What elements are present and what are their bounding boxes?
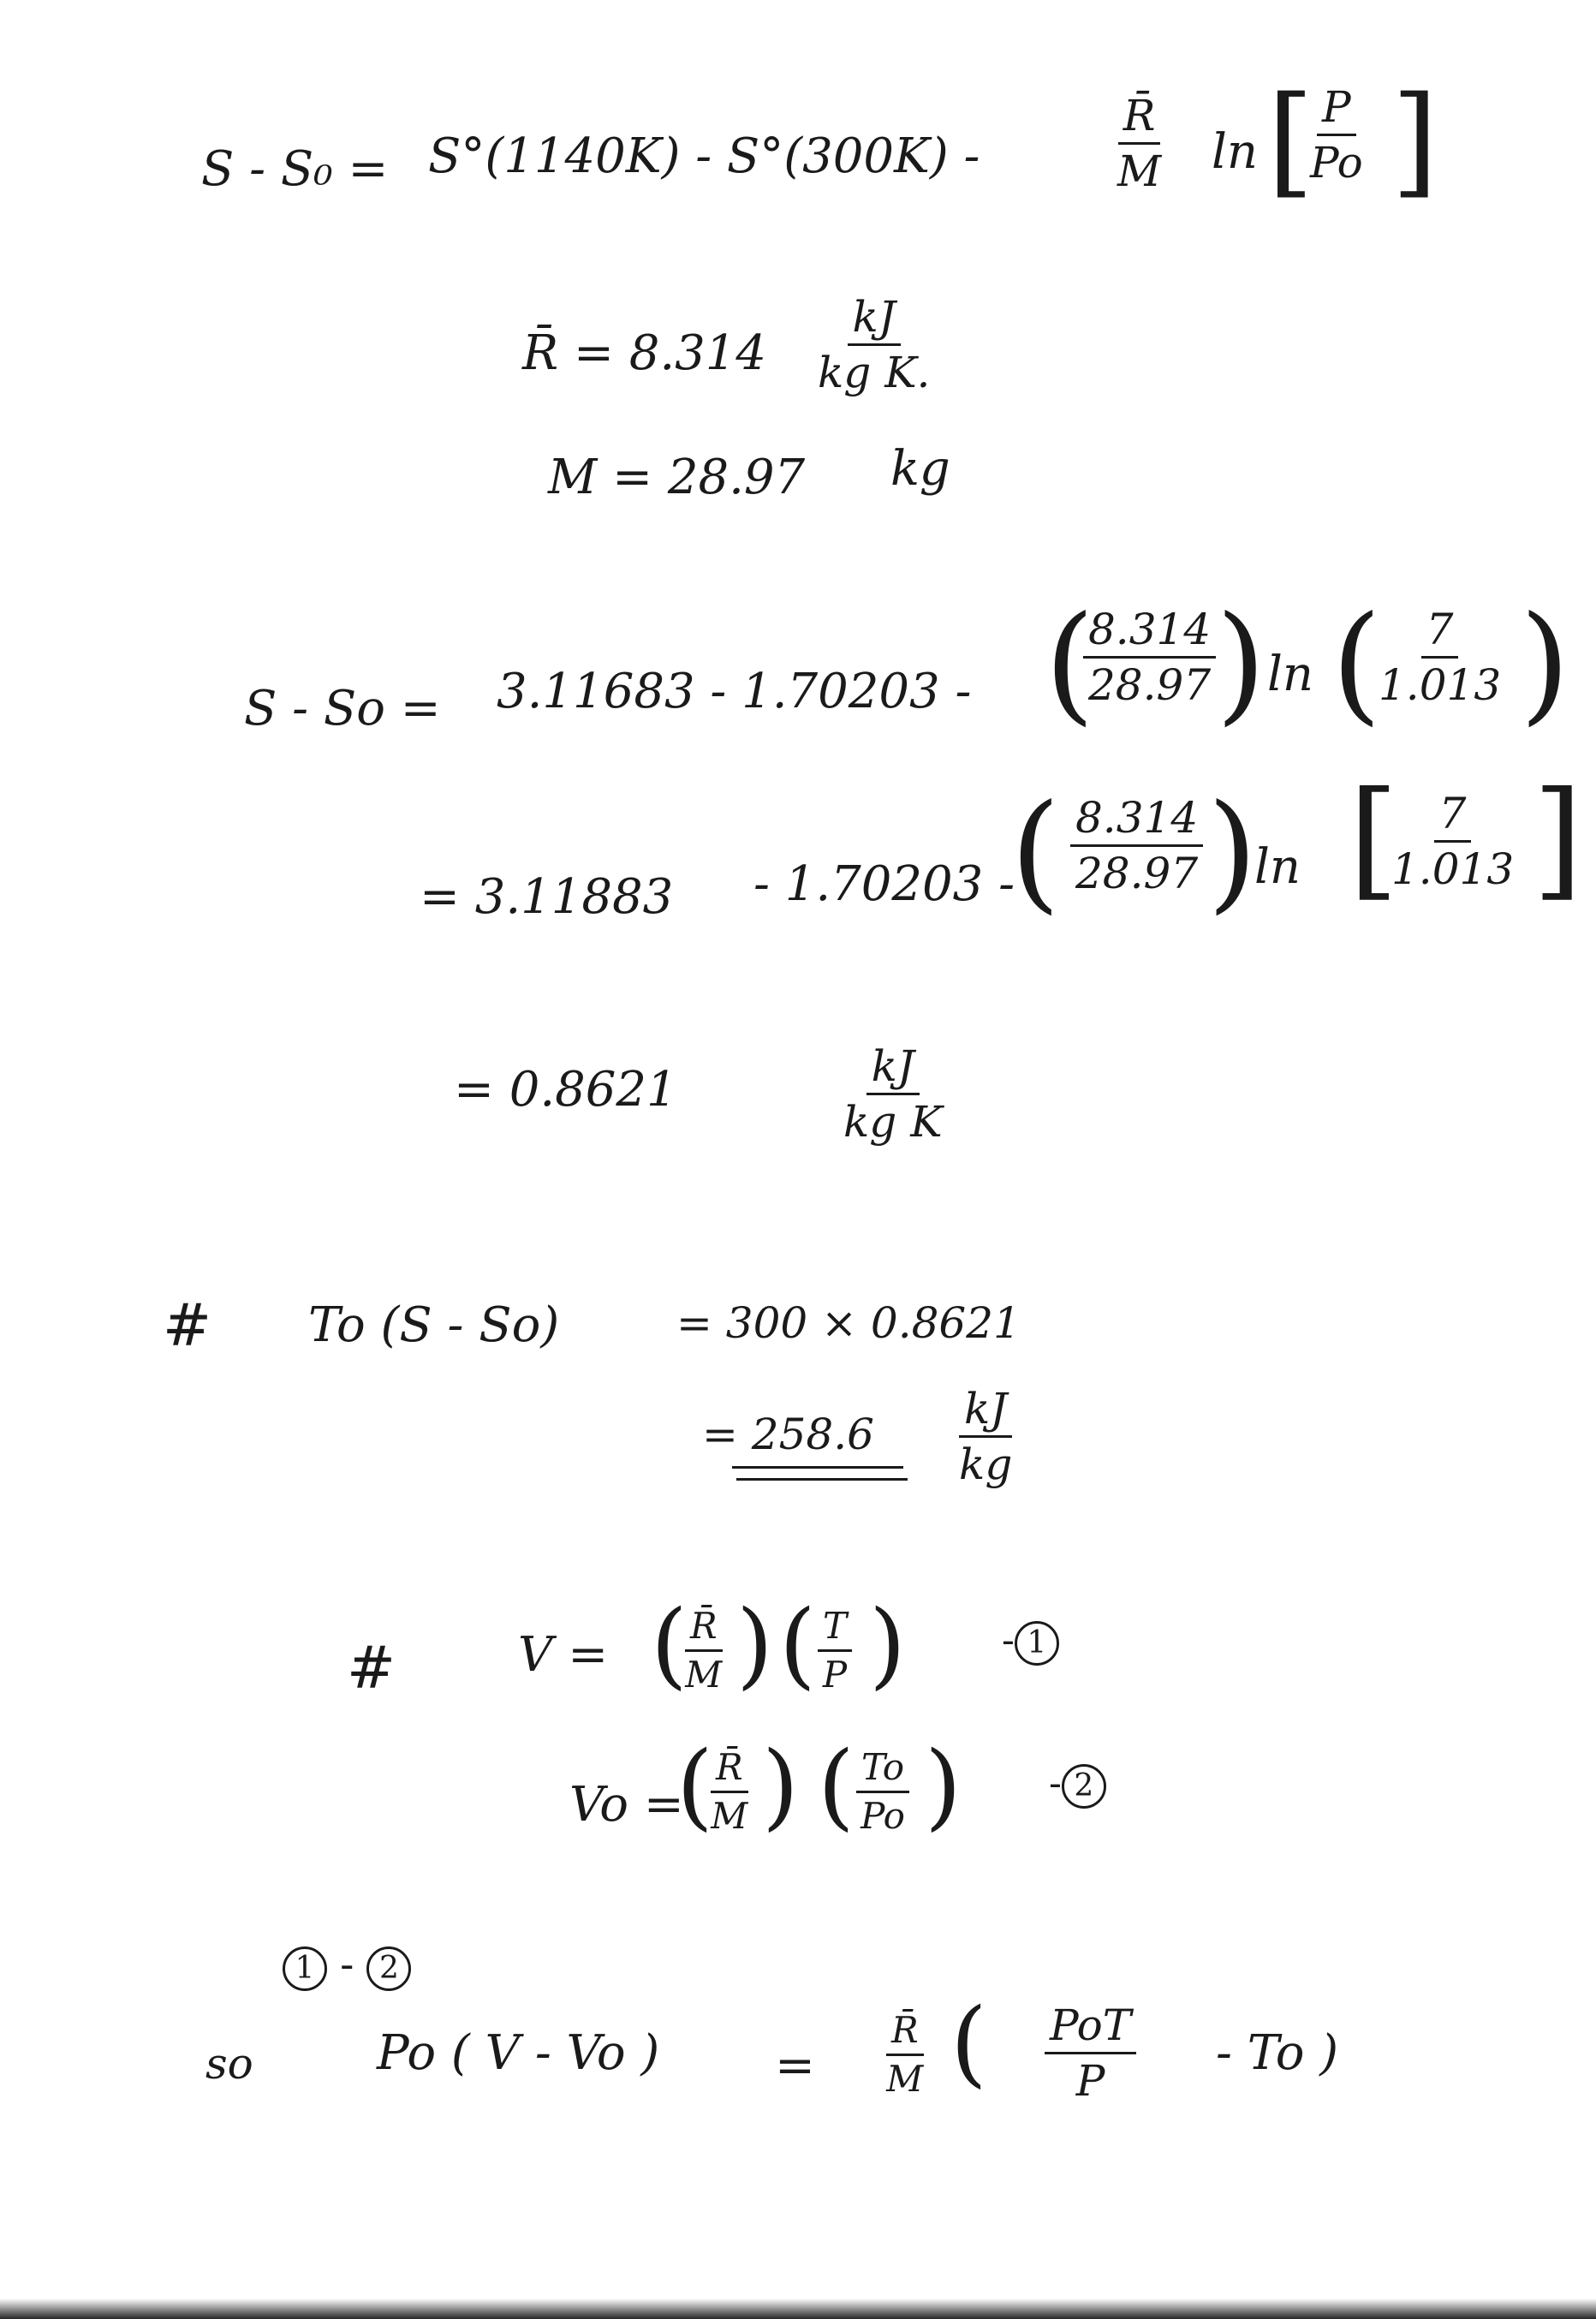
line3-m-value: M = 28.97 — [548, 450, 806, 505]
line7-rhs: = 300 × 0.8621 — [676, 1298, 1021, 1348]
line5-left-bracket: [ — [1349, 765, 1399, 914]
line4-close-paren2: ) — [1520, 589, 1570, 738]
line10-frac2-den: Po — [861, 1795, 905, 1837]
line9-frac1 — [685, 1605, 723, 1696]
line6-unit-den: kg K — [843, 1097, 943, 1147]
line4-ln: ln — [1267, 647, 1313, 702]
line10-tag: - 2 — [1049, 1764, 1106, 1809]
line11-ops — [283, 1940, 411, 1991]
line12-eq: = — [775, 2038, 815, 2094]
line10-open2: ( — [818, 1731, 855, 1840]
line8-unit-num: kJ — [959, 1387, 1012, 1438]
line12-tail: - To ) — [1216, 2025, 1339, 2081]
line11-tag-2: 2 — [366, 1946, 411, 1991]
line6-unit — [843, 1041, 943, 1147]
line12-frac — [886, 2009, 924, 2100]
line10-open1: ( — [676, 1731, 713, 1840]
line4-frac-den: 28.97 — [1088, 660, 1212, 710]
line9-close2: ) — [869, 1589, 906, 1699]
line1-ln: ln — [1212, 124, 1258, 180]
line12-inner-num: PoT — [1045, 2004, 1136, 2054]
line9-tag: - 1 — [1002, 1621, 1059, 1666]
line1-frac-num: R̄ — [1118, 94, 1161, 145]
equation-tag-1: 1 — [1015, 1621, 1059, 1666]
line2-unit-den: kg K. — [818, 348, 931, 397]
line12-lhs: Po ( V - Vo ) — [377, 2025, 660, 2081]
line9-hash: # — [347, 1635, 396, 1702]
line10-frac1-den: M — [711, 1795, 748, 1837]
line1-bracket-fraction — [1310, 82, 1363, 188]
line5-right-bracket: ] — [1533, 765, 1583, 914]
line9-lhs: V = — [518, 1627, 609, 1683]
line6-unit-num: kJ — [866, 1045, 920, 1095]
line4-values: 3.11683 - 1.70203 - — [497, 664, 972, 719]
line2-unit — [818, 292, 931, 397]
line5-frac-num: 8.314 — [1070, 796, 1203, 847]
line5-values: - 1.70203 - — [753, 856, 1015, 912]
line5-ln: ln — [1254, 839, 1301, 895]
line12-inner-frac — [1045, 2000, 1136, 2106]
line8-unit — [959, 1384, 1013, 1489]
line9-frac1-den: M — [685, 1654, 723, 1696]
line10-frac1-num: R̄ — [711, 1750, 748, 1793]
line12-open-paren: ( — [950, 1988, 987, 2097]
line4-paren-den: 1.013 — [1379, 660, 1502, 710]
line9-close1: ) — [736, 1589, 773, 1699]
line1-term1: S°(1140K) - S°(300K) - — [428, 128, 980, 184]
line9-open2: ( — [779, 1589, 816, 1699]
line12-inner-den: P — [1075, 2056, 1105, 2106]
line9-frac2 — [818, 1605, 852, 1696]
line12-frac-num: R̄ — [886, 2012, 924, 2056]
line9-frac2-num: T — [818, 1608, 852, 1652]
line5-bracket-den: 1.013 — [1391, 844, 1515, 894]
line2-unit-num: kJ — [848, 295, 901, 346]
line8-underline-1 — [732, 1466, 903, 1469]
line11-tag-1: 1 — [283, 1946, 327, 1991]
line1-fraction — [1117, 91, 1162, 196]
line1-bracket-num: P — [1317, 86, 1356, 136]
line10-close1: ) — [762, 1731, 799, 1840]
line12-so: so — [205, 2039, 253, 2089]
line5-close-paren: ) — [1207, 778, 1258, 927]
line9-frac1-num: R̄ — [685, 1608, 723, 1652]
line7-hash: # — [163, 1292, 211, 1360]
line10-frac2-num: To — [856, 1750, 909, 1793]
line4-paren-num: 7 — [1421, 608, 1459, 659]
line4-paren-fraction — [1379, 605, 1502, 710]
line10-close2: ) — [925, 1731, 962, 1840]
line1-lhs: S - S₀ = — [201, 141, 389, 197]
line5-bracket-fraction — [1391, 789, 1515, 894]
line5-open-paren: ( — [1010, 778, 1061, 927]
line8-unit-den: kg — [959, 1440, 1013, 1489]
line9-frac2-den: P — [822, 1654, 848, 1696]
equation-tag-2: 2 — [1062, 1764, 1106, 1809]
line4-open-paren2: ( — [1331, 589, 1382, 738]
line1-right-bracket: ] — [1391, 71, 1438, 211]
line1-frac-den: M — [1117, 146, 1162, 196]
line1-bracket-den: Po — [1310, 138, 1363, 188]
line10-lhs: Vo = — [569, 1777, 684, 1833]
line5-frac-den: 28.97 — [1075, 849, 1199, 898]
line4-frac-num: 8.314 — [1083, 608, 1216, 659]
line5-bracket-num: 7 — [1434, 792, 1472, 843]
line10-frac1 — [711, 1746, 748, 1837]
line6-result: = 0.8621 — [454, 1062, 677, 1118]
line3-unit: kg — [890, 441, 950, 497]
line2-r-value: R̄ = 8.314 — [522, 325, 767, 381]
line8-underline-2 — [736, 1478, 908, 1481]
line11-minus: - — [340, 1940, 354, 1988]
line4-open-paren: ( — [1045, 589, 1095, 738]
line8-result: = 258.6 — [702, 1410, 874, 1459]
line5-value: = 3.11883 — [420, 869, 674, 925]
line12-frac-den: M — [886, 2058, 924, 2100]
line4-lhs: S - So = — [244, 681, 441, 736]
line7-lhs: To (S - So) — [308, 1297, 560, 1353]
line10-frac2 — [856, 1746, 909, 1837]
line4-fraction — [1083, 605, 1216, 710]
line4-close-paren: ) — [1216, 589, 1266, 738]
scan-bottom-shadow — [0, 2298, 1596, 2319]
line5-fraction — [1070, 793, 1203, 898]
line9-open1: ( — [651, 1589, 688, 1699]
line1-left-bracket: [ — [1267, 71, 1314, 211]
